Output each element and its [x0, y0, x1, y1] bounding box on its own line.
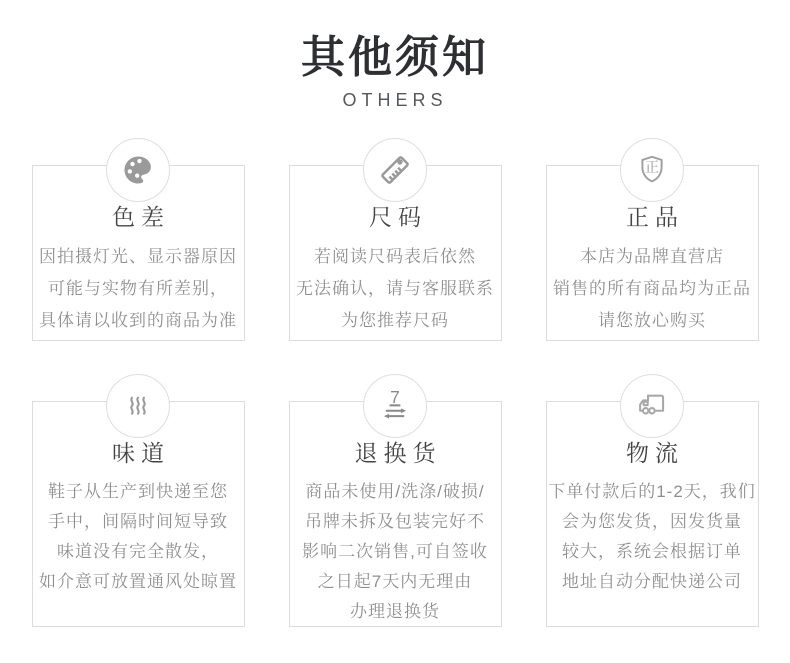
card-text-line: 鞋子从生产到快递至您 [48, 482, 228, 501]
card-text-line: 影响二次销售,可自签收 [302, 542, 488, 561]
card-text-line: 销售的所有商品均为正品 [553, 279, 751, 298]
section-header [0, 0, 790, 111]
card-color-difference [32, 165, 245, 341]
card-authentic [546, 160, 759, 341]
delivery-truck-icon [620, 374, 684, 438]
card-text-line: 为您推荐尺码 [341, 311, 449, 330]
card-text-line: 如介意可放置通风处晾置 [39, 572, 237, 591]
card-body [290, 477, 501, 627]
card-text-line: 商品未使用/洗涤/破损/ [305, 482, 485, 501]
page-title: 其他须知 [301, 33, 489, 82]
card-size [289, 165, 502, 341]
card-body [33, 477, 244, 597]
card-text-line: 请您放心购买 [598, 311, 706, 330]
card-text-line: 可能与实物有所差别， [48, 279, 228, 298]
card-odor [32, 401, 245, 627]
card-body [547, 477, 758, 597]
card-title-logistics: 物流 [626, 440, 684, 466]
card-text-line: 下单付款后的1-2天，我们 [548, 482, 756, 501]
card-text-line: 若阅读尺码表后依然 [314, 247, 476, 266]
card-text-line: 较大，系统会根据订单 [562, 542, 742, 561]
cards-row-2 [0, 387, 790, 627]
shield-character: 正 [644, 160, 660, 177]
card-text-line: 吊牌未拆及包装完好不 [305, 512, 485, 531]
card-body [290, 241, 501, 337]
card-text-line: 无法确认，请与客服联系 [296, 279, 494, 298]
card-title-size: 尺码 [369, 204, 427, 230]
card-text-line: 具体请以收到的商品为准 [39, 311, 237, 330]
card-title-authentic: 正品 [626, 204, 684, 230]
card-text-line: 手中，间隔时间短导致 [48, 512, 228, 531]
card-return-exchange [289, 387, 502, 627]
palette-icon [106, 138, 170, 202]
card-text-line: 会为您发货，因发货量 [562, 512, 742, 531]
card-text-line: 味道没有完全散发， [57, 542, 219, 561]
card-title-return-exchange: 退换货 [354, 440, 442, 466]
card-text-line: 因拍摄灯光、显示器原因 [39, 247, 237, 266]
card-text-line: 地址自动分配快递公司 [562, 572, 742, 591]
cards-row-1 [0, 160, 790, 341]
card-text-line: 本店为品牌直营店 [580, 247, 724, 266]
card-text-line: 办理退换货 [350, 602, 440, 621]
card-logistics [546, 401, 759, 627]
card-text-line: 之日起7天内无理由 [317, 572, 473, 591]
authentic-shield-icon [620, 138, 684, 202]
card-body [547, 241, 758, 337]
return-exchange-icon [363, 374, 427, 438]
ruler-icon [363, 138, 427, 202]
page-subtitle: OTHERS [342, 90, 448, 110]
return-days-number: 7 [390, 387, 400, 408]
card-body [33, 241, 244, 337]
card-title-odor: 味道 [112, 440, 170, 466]
steam-odor-icon [106, 374, 170, 438]
card-title-color-difference: 色差 [112, 204, 170, 230]
